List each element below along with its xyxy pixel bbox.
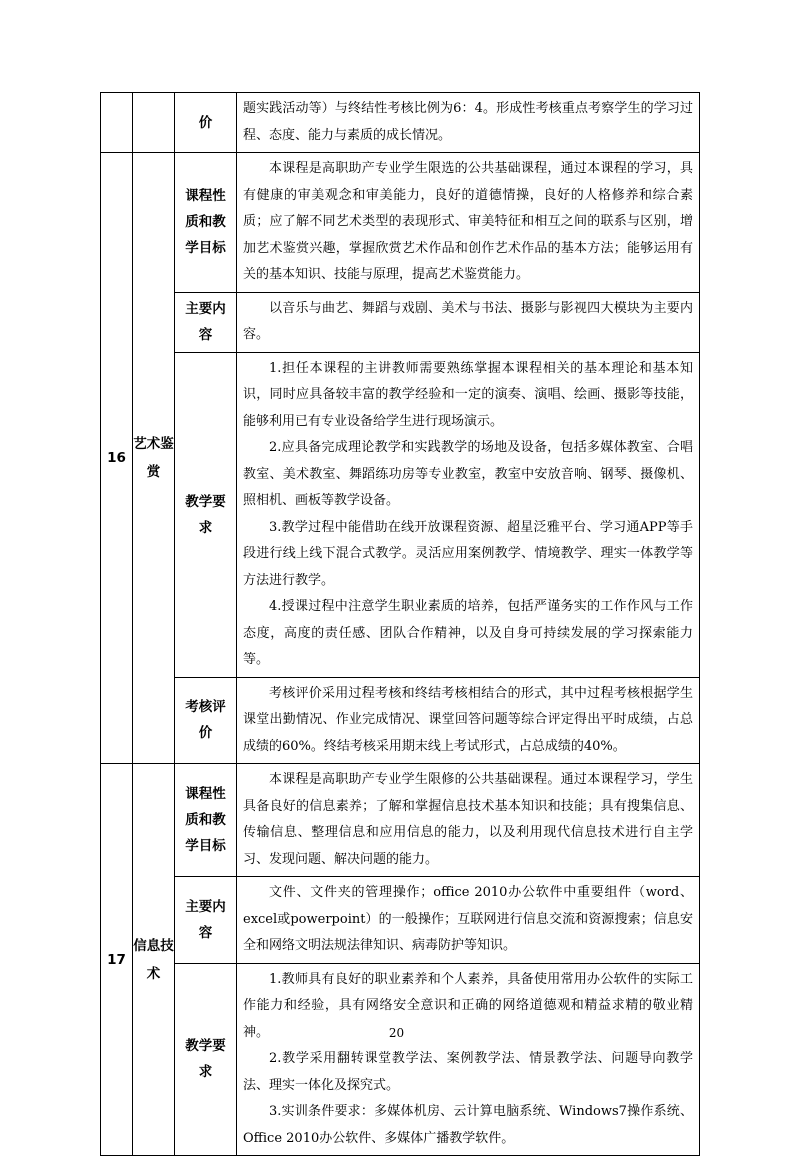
content-text: 文件、文件夹的管理操作；office 2010办公软件中重要组件（word、excel或powerpoint）的一般操作；互联网进行信息交流和资源搜索；信息安全和网络文明法规法律知识、病毒防护等知识。 xyxy=(243,885,693,953)
main-content xyxy=(237,877,700,964)
content-label: 主要内容 xyxy=(175,877,237,964)
course-name: 信息技术 xyxy=(133,764,175,1156)
content-label: 主要内容 xyxy=(175,292,237,352)
requirements-label: 教学要求 xyxy=(175,963,237,1156)
course-number: 17 xyxy=(101,764,133,1156)
requirement-item: 3.教学过程中能借助在线开放课程资源、超星泛雅平台、学习通APP等手段进行线上线下混合式教学。灵活应用案例教学、情境教学、理实一体教学等方法进行教学。 xyxy=(243,519,693,588)
table-row xyxy=(101,153,700,293)
course-name: 艺术鉴赏 xyxy=(133,153,175,764)
requirements-label: 教学要求 xyxy=(175,352,237,677)
course-number-cell xyxy=(101,93,133,153)
table-row xyxy=(101,352,700,677)
table-row xyxy=(101,93,700,153)
content-text: 以音乐与曲艺、舞蹈与戏剧、美术与书法、摄影与影视四大模块为主要内容。 xyxy=(243,300,693,342)
requirement-item: 2.教学采用翻转课堂教学法、案例教学法、情景教学法、问题导向教学法、理实一体化及探究式。 xyxy=(243,1051,693,1093)
row-content xyxy=(237,93,700,153)
table-row xyxy=(101,677,700,764)
evaluation-label: 考核评价 xyxy=(175,677,237,764)
row-label: 价 xyxy=(175,93,237,153)
goals-text: 本课程是高职助产专业学生限选的公共基础课程，通过本课程的学习，具有健康的审美观念和审美能力，良好的道德情操，良好的人格修养和综合素质；应了解不同艺术类型的表现形式、审美特征和相互之间的联系与区别，增加艺术鉴赏兴趣，掌握欣赏艺术作品和创作艺术作品的基本方法；能够运用有关的基本知识、技能与原理，提高艺术鉴赏能力。 xyxy=(243,161,693,282)
requirement-item: 1.教师具有良好的职业素养和个人素养，具备使用常用办公软件的实际工作能力和经验，具有网络安全意识和正确的网络道德观和精益求精的敬业精神。 xyxy=(243,971,693,1040)
table-row xyxy=(101,292,700,352)
course-table xyxy=(100,92,700,1156)
goals-label: 课程性质和教学目标 xyxy=(175,153,237,293)
requirement-item: 3.实训条件要求：多媒体机房、云计算电脑系统、Windows7操作系统、Office 2010办公软件、多媒体广播教学软件。 xyxy=(243,1104,693,1146)
table-row xyxy=(101,963,700,1156)
goals-content xyxy=(237,153,700,293)
course-number: 16 xyxy=(101,153,133,764)
goals-text: 本课程是高职助产专业学生限修的公共基础课程。通过本课程学习，学生具备良好的信息素养；了解和掌握信息技术基本知识和技能；具有搜集信息、传输信息、整理信息和应用信息的能力，以及利用现代信息技术进行自主学习、发现问题、解决问题的能力。 xyxy=(243,772,693,867)
evaluation-text: 考核评价采用过程考核和终结考核相结合的形式，其中过程考核根据学生课堂出勤情况、作业完成情况、课堂回答问题等综合评定得出平时成绩，占总成绩的60%。终结考核采用期末线上考试形式，占总成绩的40%。 xyxy=(243,685,693,754)
main-content xyxy=(237,292,700,352)
requirements-content xyxy=(237,963,700,1156)
course-name-cell xyxy=(133,93,175,153)
table-row xyxy=(101,764,700,877)
content-text: 题实践活动等）与终结性考核比例为6：4。形成性考核重点考察学生的学习过程、态度、能力与素质的成长情况。 xyxy=(243,101,693,143)
page-number: 20 xyxy=(388,1026,405,1040)
requirements-content xyxy=(237,352,700,677)
goals-label: 课程性质和教学目标 xyxy=(175,764,237,877)
evaluation-content xyxy=(237,677,700,764)
requirement-item: 4.授课过程中注意学生职业素质的培养，包括严谨务实的工作作风与工作态度，高度的责任感、团队合作精神，以及自身可持续发展的学习探索能力等。 xyxy=(243,599,693,667)
requirement-item: 1.担任本课程的主讲教师需要熟练掌握本课程相关的基本理论和基本知识，同时应具备较丰富的教学经验和一定的演奏、演唱、绘画、摄影等技能，能够利用已有专业设备给学生进行现场演示。 xyxy=(243,360,693,429)
goals-content xyxy=(237,764,700,877)
table-row xyxy=(101,877,700,964)
requirement-item: 2.应具备完成理论教学和实践教学的场地及设备，包括多媒体教室、合唱教室、美术教室、舞蹈练功房等专业教室，教室中安放音响、钢琴、摄像机、照相机、画板等教学设备。 xyxy=(243,440,693,508)
